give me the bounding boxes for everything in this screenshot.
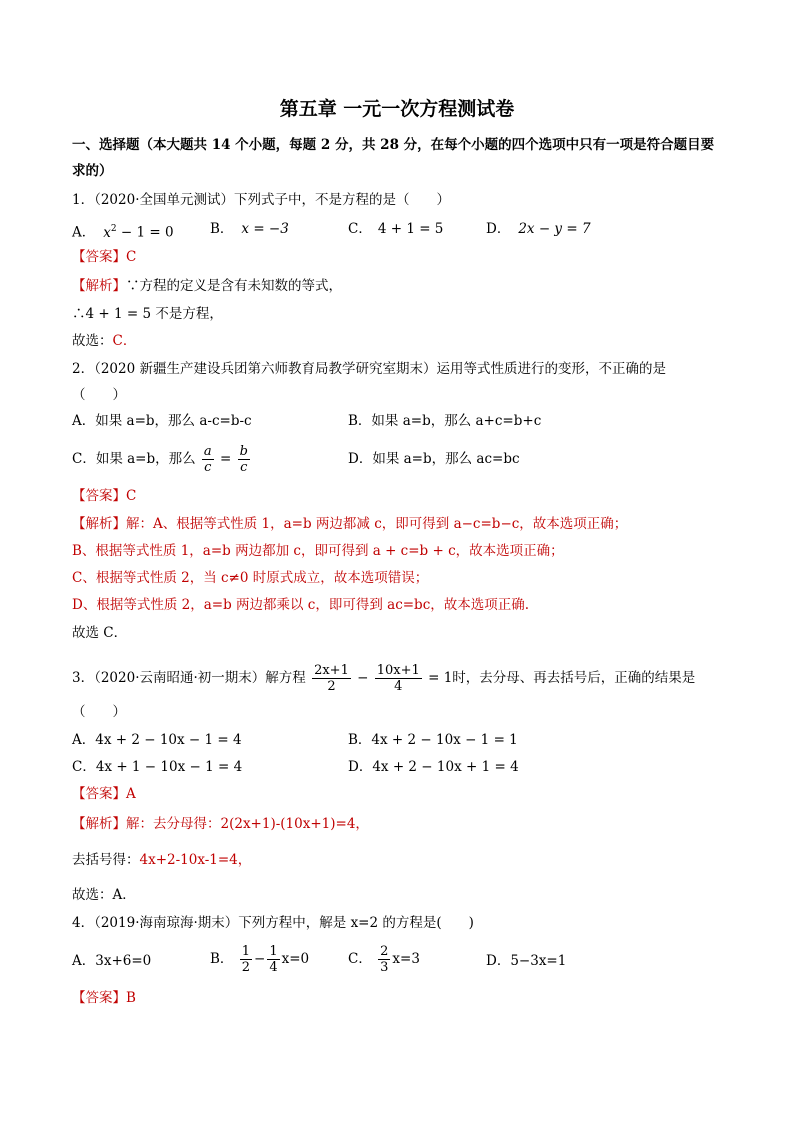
q4-option-c: C． $\frac{2}{3}$ x=3 — [348, 944, 420, 975]
fraction: $\frac{1}{2}$ — [241, 944, 250, 975]
q4-option-a: A．3x+6=0 — [72, 953, 152, 969]
q2-answer: 【答案】C — [72, 488, 137, 504]
q1-analysis-line2: ∴4 + 1 = 5 不是方程， — [72, 306, 223, 322]
page-title: 第五章 一元一次方程测试卷 — [279, 98, 515, 120]
q2-analysis-b: B、根据等式性质 1，a=b 两边都加 c，即可得到 a + c=b + c，故本选项正确； — [72, 543, 564, 559]
section-heading-cont: 求的） — [72, 163, 113, 179]
fraction: $\frac{10x+1}{4}$ — [376, 663, 420, 694]
q1-option-b: B． x = −3 — [210, 221, 289, 237]
q3-conclusion: 故选：A． — [72, 887, 136, 903]
q4-option-b: B． $\frac{1}{2}$ − $\frac{1}{4}$ x=0 — [210, 944, 310, 975]
q1-conclusion: 故选：C． — [72, 333, 137, 349]
q4-answer: 【答案】B — [72, 990, 136, 1006]
fraction: $\frac{a}{c}$ — [203, 444, 212, 475]
q3-stem-cont: （ ） — [72, 704, 126, 720]
q3-answer: 【答案】A — [72, 786, 136, 802]
q2-stem: 2．（2020 新疆生产建设兵团第六师教育局教学研究室期末）运用等式性质进行的变形，不正确的是 — [72, 361, 666, 377]
q2-option-c: C．如果 a=b，那么 $\frac{a}{c}$ = $\frac{b}{c}$ — [72, 444, 248, 475]
section-heading: 一、选择题（本大题共 14 个小题，每题 2 分，共 28 分，在每个小题的四个选项中只有一项是符合题目要 — [72, 137, 715, 153]
q1-option-c: C． 4 + 1 = 5 — [348, 221, 444, 237]
q1-answer: 【答案】C — [72, 249, 137, 265]
fraction: $\frac{2x+1}{2}$ — [314, 663, 349, 694]
q2-option-a: A．如果 a=b，那么 a-c=b-c — [72, 413, 252, 429]
q3-option-d: D．4x + 2 − 10x + 1 = 4 — [348, 759, 519, 775]
q1-option-a: A． $x^2 - 1 = 0$ — [72, 224, 174, 241]
q2-analysis: 【解析】解：A、根据等式性质 1，a=b 两边都减 c，即可得到 a−c=b−c，故本选项正确； — [72, 516, 628, 532]
q1-option-d: D． 2x − y = 7 — [486, 221, 591, 237]
fraction: $\frac{b}{c}$ — [239, 444, 248, 475]
q2-analysis-c: C、根据等式性质 2，当 c≠0 时原式成立，故本选项错误； — [72, 570, 429, 586]
q3-analysis: 【解析】解：去分母得：2(2x+1)-(10x+1)=4， — [72, 816, 369, 832]
q1-analysis: 【解析】∵方程的定义是含有未知数的等式， — [72, 278, 342, 294]
q3-stem: 3．（2020·云南昭通·初一期末）解方程 $\frac{2x+1}{2}$ − $\frac{10x+1}{4}$ = 1时，去分母、再去括号后，正确的结果是 — [72, 663, 696, 694]
q3-option-a: A．4x + 2 − 10x − 1 = 4 — [72, 732, 242, 748]
q4-option-d: D．5−3x=1 — [486, 953, 567, 969]
q1-stem: 1．（2020·全国单元测试）下列式子中，不是方程的是（ ） — [72, 192, 450, 208]
q4-stem: 4．（2019·海南琼海·期末）下列方程中，解是 x=2 的方程是( ) — [72, 915, 474, 931]
q2-option-b: B．如果 a=b，那么 a+c=b+c — [348, 413, 542, 429]
q2-analysis-d: D、根据等式性质 2，a=b 两边都乘以 c，即可得到 ac=bc，故本选项正确. — [72, 597, 530, 613]
q3-analysis-line2: 去括号得：4x+2-10x-1=4， — [72, 852, 252, 868]
q2-option-d: D．如果 a=b，那么 ac=bc — [348, 451, 520, 467]
q3-option-c: C．4x + 1 − 10x − 1 = 4 — [72, 759, 243, 775]
q3-option-b: B．4x + 2 − 10x − 1 = 1 — [348, 732, 518, 748]
q2-conclusion: 故选 C． — [72, 625, 128, 641]
q2-stem-cont: （ ） — [72, 387, 126, 403]
fraction: $\frac{1}{4}$ — [269, 944, 278, 975]
fraction: $\frac{2}{3}$ — [380, 944, 389, 975]
